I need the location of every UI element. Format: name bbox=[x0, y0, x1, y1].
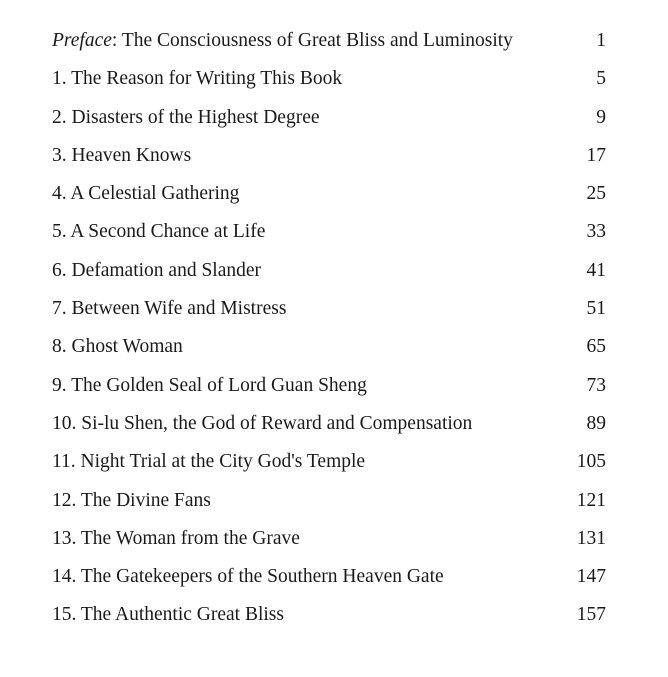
toc-title bbox=[52, 22, 513, 60]
toc-page-number: 41 bbox=[586, 259, 606, 281]
toc-row[interactable] bbox=[52, 367, 606, 405]
toc-title: 13. The Woman from the Grave bbox=[52, 527, 300, 549]
toc-page-number: 157 bbox=[576, 604, 606, 626]
toc-row[interactable] bbox=[52, 520, 606, 558]
toc-page-number: 65 bbox=[586, 336, 606, 358]
toc-title: 2. Disasters of the Highest Degree bbox=[52, 106, 320, 128]
toc-title: 4. A Celestial Gathering bbox=[52, 183, 240, 205]
toc-title: 10. Si-lu Shen, the God of Reward and Compensation bbox=[52, 412, 473, 434]
toc-page-number: 5 bbox=[596, 68, 606, 90]
toc-row[interactable] bbox=[52, 290, 606, 328]
toc-title: 1. The Reason for Writing This Book bbox=[52, 68, 343, 90]
toc-title: 6. Defamation and Slander bbox=[52, 259, 262, 281]
toc-row[interactable] bbox=[52, 328, 606, 366]
toc-row[interactable] bbox=[52, 175, 606, 213]
toc-page-number: 73 bbox=[586, 374, 606, 396]
toc-row[interactable] bbox=[52, 213, 606, 251]
toc-title: 14. The Gatekeepers of the Southern Heaven Gate bbox=[52, 566, 444, 588]
toc-title: 3. Heaven Knows bbox=[52, 144, 192, 166]
toc-page-number: 131 bbox=[576, 527, 606, 549]
toc-row[interactable] bbox=[52, 558, 606, 596]
toc-row-preface[interactable] bbox=[52, 22, 606, 60]
toc-row[interactable] bbox=[52, 60, 606, 98]
toc-page-number: 9 bbox=[596, 106, 606, 128]
toc-title: 8. Ghost Woman bbox=[52, 336, 183, 358]
toc-page-number: 33 bbox=[586, 221, 606, 243]
toc-row[interactable] bbox=[52, 443, 606, 481]
toc-page-number: 25 bbox=[586, 183, 606, 205]
toc-page-number: 17 bbox=[586, 144, 606, 166]
toc-title: 5. A Second Chance at Life bbox=[52, 221, 266, 243]
toc-title: 7. Between Wife and Mistress bbox=[52, 298, 287, 320]
toc-title: 11. Night Trial at the City God's Temple bbox=[52, 451, 366, 473]
toc-row[interactable] bbox=[52, 405, 606, 443]
toc-row[interactable] bbox=[52, 482, 606, 520]
table-of-contents bbox=[52, 22, 606, 635]
toc-row[interactable] bbox=[52, 252, 606, 290]
toc-page-number: 51 bbox=[586, 298, 606, 320]
toc-row[interactable] bbox=[52, 99, 606, 137]
toc-page-number: 147 bbox=[576, 566, 606, 588]
toc-page-number: 89 bbox=[586, 412, 606, 434]
toc-page-number: 121 bbox=[576, 489, 606, 511]
toc-title: 12. The Divine Fans bbox=[52, 489, 211, 511]
preface-title: : The Consciousness of Great Bliss and Luminosity bbox=[111, 30, 513, 51]
toc-title: 15. The Authentic Great Bliss bbox=[52, 604, 284, 626]
toc-page-number: 1 bbox=[596, 30, 606, 51]
toc-title: 9. The Golden Seal of Lord Guan Sheng bbox=[52, 374, 367, 396]
preface-label: Preface bbox=[52, 30, 112, 51]
toc-page-number: 105 bbox=[576, 451, 606, 473]
toc-row[interactable] bbox=[52, 596, 606, 634]
toc-row[interactable] bbox=[52, 137, 606, 175]
